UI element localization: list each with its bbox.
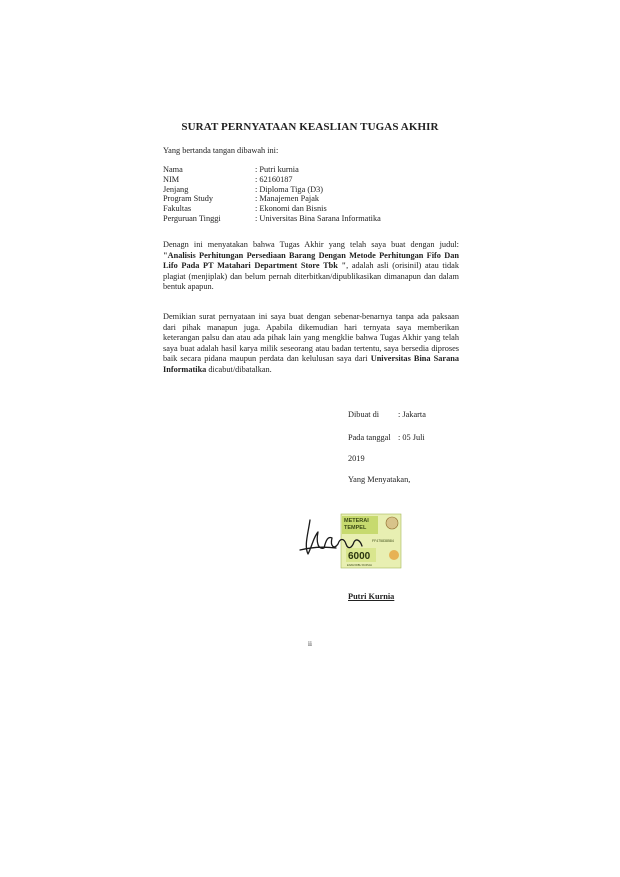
stamp-amount-words: ENAM RIBU RUPIAH bbox=[347, 564, 372, 567]
field-value: : Manajemen Pajak bbox=[255, 194, 320, 204]
document-title: SURAT PERNYATAAN KEASLIAN TUGAS AKHIR bbox=[181, 121, 439, 133]
statement-text: Demikian surat pernyataan ini saya buat dengan sebenar-benarnya tanpa ada paksaan dari pihak manapun juga. Apabila dikemudian hari ternyata saya memberikan keterangan palsu dan atau ada pihak lain yang mengklie bahwa Tugas Akhir yang telah saya buat adalah hasil karya milik seseorang atau badan tertentu, saya bersedia diproses baik secara pidana maupun perdata dan kelulusan saya dari bbox=[163, 312, 459, 363]
place-label: Dibuat di bbox=[348, 410, 380, 419]
date-row bbox=[348, 433, 425, 442]
thesis-title: "Analisis Perhitungan Persediaan Barang Dengan Metode Perhitungan Fifo Dan Lifo Pada PT Matahari Department Store Tbk " bbox=[163, 250, 459, 270]
stamp-amount: 6000 bbox=[348, 551, 371, 562]
statement-end: dicabut/dibatalkan. bbox=[206, 364, 272, 374]
field-row bbox=[163, 175, 381, 185]
stamp-icon bbox=[341, 514, 401, 568]
declaration-paragraph bbox=[163, 240, 459, 293]
field-row bbox=[163, 214, 381, 224]
stamp-line1: METERAI bbox=[344, 518, 369, 524]
signer-name: Putri Kurnia bbox=[348, 592, 395, 601]
university-name: Universitas Bina Sarana Informatika bbox=[163, 354, 459, 374]
field-label: Jenjang bbox=[163, 184, 189, 194]
signature-with-stamp bbox=[296, 508, 416, 574]
stamp-serial: FF475838584 bbox=[372, 539, 394, 543]
field-row bbox=[163, 165, 381, 175]
date-value: : 05 Juli bbox=[398, 433, 425, 442]
stamp-line2: TEMPEL bbox=[344, 525, 367, 531]
field-label: Perguruan Tinggi bbox=[163, 213, 221, 223]
field-value: : Universitas Bina Sarana Informatika bbox=[255, 213, 381, 223]
closing-text: Yang Menyatakan, bbox=[348, 475, 411, 484]
identity-fields bbox=[163, 165, 381, 224]
field-value: : Diploma Tiga (D3) bbox=[255, 184, 323, 194]
field-label: Program Study bbox=[163, 194, 214, 204]
place-value: : Jakarta bbox=[398, 410, 426, 419]
statement-paragraph bbox=[163, 312, 459, 375]
page-number: ii bbox=[308, 640, 312, 648]
field-value: : 62160187 bbox=[255, 174, 293, 184]
date-label: Pada tanggal bbox=[348, 433, 391, 442]
date-year: 2019 bbox=[348, 454, 365, 463]
place-row bbox=[348, 410, 426, 419]
field-label: Nama bbox=[163, 165, 183, 174]
field-label: Fakultas bbox=[163, 204, 192, 214]
field-label: NIM bbox=[163, 174, 180, 184]
declaration-lead: Denagn ini menyatakan bahwa Tugas Akhir yang telah saya buat dengan judul: bbox=[163, 240, 459, 249]
field-row bbox=[163, 204, 381, 214]
intro-text: Yang bertanda tangan dibawah ini: bbox=[163, 146, 279, 155]
declaration-rest: , adalah asli (orisinil) atau tidak plagiat (menjiplak) dan belum pernah diterbitkan/dipublikasikan dimanapun dan dalam bentuk apapun. bbox=[163, 261, 460, 291]
field-row bbox=[163, 194, 381, 204]
field-row bbox=[163, 185, 381, 195]
field-value: : Ekonomi dan Bisnis bbox=[255, 204, 327, 214]
field-value: : Putri kurnia bbox=[255, 165, 299, 174]
